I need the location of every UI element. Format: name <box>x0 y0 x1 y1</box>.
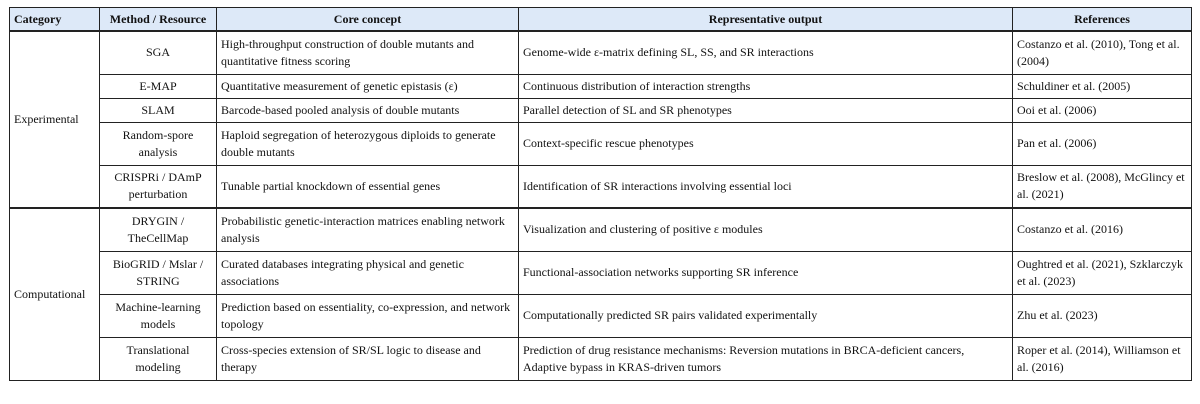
output-cell: Parallel detection of SL and SR phenotypes <box>519 98 1013 122</box>
methods-table <box>9 7 1192 381</box>
header-output: Representative output <box>519 8 1013 32</box>
header-row <box>10 8 1192 32</box>
output-cell: Continuous distribution of interaction strengths <box>519 74 1013 98</box>
references-cell: Schuldiner et al. (2005) <box>1013 74 1192 98</box>
concept-cell: Probabilistic genetic-interaction matrices enabling network analysis <box>217 208 519 251</box>
table-container <box>9 7 1191 381</box>
references-cell: Ooi et al. (2006) <box>1013 98 1192 122</box>
table-header <box>10 8 1192 32</box>
table-row <box>10 98 1192 122</box>
table-row <box>10 122 1192 165</box>
concept-cell: Haploid segregation of heterozygous diploids to generate double mutants <box>217 122 519 165</box>
method-cell: E-MAP <box>100 74 217 98</box>
method-cell: Machine-learning models <box>100 294 217 337</box>
concept-cell: Quantitative measurement of genetic epistasis (ε) <box>217 74 519 98</box>
concept-cell: Prediction based on essentiality, co-expression, and network topology <box>217 294 519 337</box>
concept-cell: Cross-species extension of SR/SL logic to disease and therapy <box>217 337 519 380</box>
category-cell: Experimental <box>10 31 100 208</box>
references-cell: Pan et al. (2006) <box>1013 122 1192 165</box>
header-method: Method / Resource <box>100 8 217 32</box>
output-cell: Genome-wide ε-matrix defining SL, SS, and SR interactions <box>519 31 1013 74</box>
output-cell: Identification of SR interactions involving essential loci <box>519 165 1013 208</box>
header-concept: Core concept <box>217 8 519 32</box>
method-cell: Translational modeling <box>100 337 217 380</box>
method-cell: CRISPRi / DAmP perturbation <box>100 165 217 208</box>
table-row <box>10 208 1192 251</box>
concept-cell: Curated databases integrating physical and genetic associations <box>217 251 519 294</box>
concept-cell: High-throughput construction of double mutants and quantitative fitness scoring <box>217 31 519 74</box>
experimental-group <box>10 31 1192 208</box>
table-row <box>10 251 1192 294</box>
output-cell: Visualization and clustering of positive ε modules <box>519 208 1013 251</box>
table-row <box>10 31 1192 74</box>
table-row <box>10 294 1192 337</box>
category-cell: Computational <box>10 208 100 380</box>
method-cell: SLAM <box>100 98 217 122</box>
references-cell: Roper et al. (2014), Williamson et al. (2016) <box>1013 337 1192 380</box>
computational-group <box>10 208 1192 380</box>
output-cell: Computationally predicted SR pairs validated experimentally <box>519 294 1013 337</box>
references-cell: Zhu et al. (2023) <box>1013 294 1192 337</box>
method-cell: Random-spore analysis <box>100 122 217 165</box>
table-row <box>10 165 1192 208</box>
method-cell: BioGRID / Mslar / STRING <box>100 251 217 294</box>
references-cell: Costanzo et al. (2010), Tong et al. (2004) <box>1013 31 1192 74</box>
header-category: Category <box>10 8 100 32</box>
references-cell: Oughtred et al. (2021), Szklarczyk et al. (2023) <box>1013 251 1192 294</box>
table-row <box>10 74 1192 98</box>
output-cell: Functional-association networks supporting SR inference <box>519 251 1013 294</box>
method-cell: DRYGIN / TheCellMap <box>100 208 217 251</box>
references-cell: Breslow et al. (2008), McGlincy et al. (2021) <box>1013 165 1192 208</box>
references-cell: Costanzo et al. (2016) <box>1013 208 1192 251</box>
output-cell: Prediction of drug resistance mechanisms: Reversion mutations in BRCA-deficient cancers, Adaptive bypass in KRAS-driven tumors <box>519 337 1013 380</box>
concept-cell: Barcode-based pooled analysis of double mutants <box>217 98 519 122</box>
table-row <box>10 337 1192 380</box>
method-cell: SGA <box>100 31 217 74</box>
output-cell: Context-specific rescue phenotypes <box>519 122 1013 165</box>
concept-cell: Tunable partial knockdown of essential genes <box>217 165 519 208</box>
header-references: References <box>1013 8 1192 32</box>
